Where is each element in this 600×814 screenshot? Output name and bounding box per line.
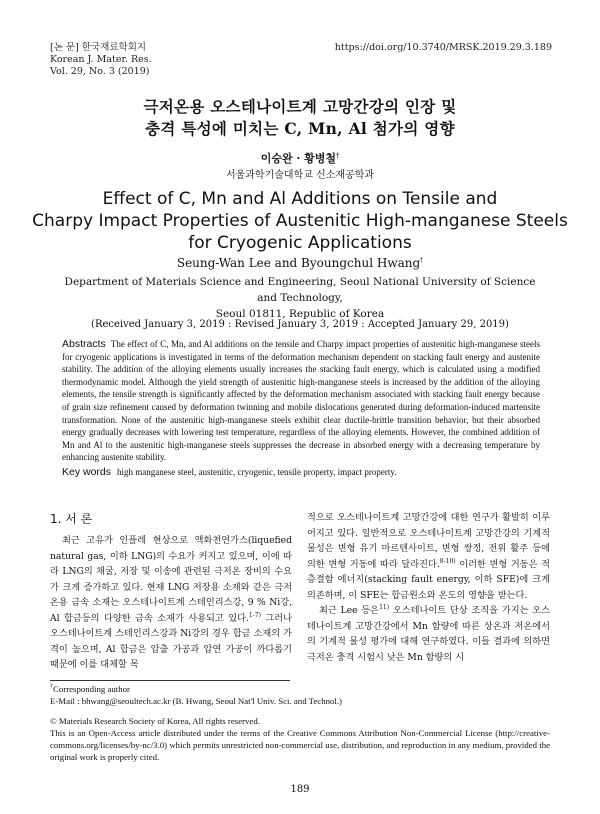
english-affiliation: Department of Materials Science and Engineering, Seoul National University of Science and Technology, Seoul 01811, Republic of Korea [64, 276, 536, 320]
journal-volume: Vol. 29, No. 3 (2019) [50, 66, 150, 77]
abstract-text: The effect of C, Mn, and Al additions on the tensile and Charpy impact properties of austenitic high-manganese steels for cryogenic applications is investigated in terms of the deformation mechanism dependent on stacking fault energy and austenite stability. The addition of the alloying elements usually increases the stacking fault energy, which is calculated using a modified thermodynamic model. Although the yield strength of austenitic high-manganese steels is increased by the addition of the alloying elements, the tensile strength is significantly affected by the deformation mechanism associated with stacking fault energy because of grain size refinement caused by deformation twinning and mobile dislocations generated during deformation-induced martensite transformation. None of the austenitic high-manganese steels exhibit clear ductile-brittle transition behavior, but their absorbed energy gradually decreases with lowering test temperature, regardless of the alloying elements. However, the combined addition of Mn and Al to the austenitic high-manganese steels suppresses the decrease in absorbed energy with a decreasing temperature by enhancing austenite stability. [62, 339, 540, 463]
right-column-paragraph-1: 적으로 오스테나이트계 고망간강에 대한 연구가 활발히 이루어지고 있다. 일반적으로 오스테나이트계 고망간강의 기계적 물성은 변형 유기 마르텐사이트, 변형 쌍정, 전위 활주 등에 의한 변형 거동에 따라 달라진다.$^{8-10)}$ 이러한 변형 거동은 적층결함 에너지(stacking fault energy, 이하 SFE)에 크게 의존하며, 이 SFE는 합금원소와 온도의 영향을 받는다. [307, 512, 550, 601]
corresponding-author-note: †Corresponding author [50, 684, 130, 694]
english-title-line-2: Charpy Impact Properties of Austenitic High-manganese Steels [32, 211, 568, 231]
left-column [50, 533, 292, 673]
english-authors: Seung-Wan Lee and Byoungchul Hwang† [176, 256, 424, 270]
citation[interactable]: 8-10) [439, 557, 456, 565]
copyright-note: © Materials Research Society of Korea, All rights reserved. [50, 716, 260, 726]
english-title-line-3: for Cryogenic Applications [188, 233, 412, 253]
keywords-label: Key words [62, 466, 112, 478]
journal-korean-name: [논 문] 한국재료학회지 [50, 42, 147, 53]
citation[interactable]: 1-7) [248, 611, 261, 619]
english-title-line-1: Effect of C, Mn and Al Additions on Tensile and [102, 189, 498, 209]
journal-english-name: Korean J. Mater. Res. [50, 54, 152, 65]
journal-header [50, 42, 152, 78]
doi-link[interactable]: https://doi.org/10.3740/MRSK.2019.29.3.189 [334, 42, 552, 53]
korean-title-line-2: 충격 특성에 미치는 C, Mn, Al 첨가의 영향 [145, 119, 455, 138]
left-column-paragraph: 최근 고유가 인플레 현상으로 액화천연가스(liquefied natural gas, 이하 LNG)의 수요가 커지고 있으며, 이에 따라 LNG의 채굴, 저장 및 이송에 관련된 극저온 장비의 수요가 크게 증가하고 있다. 현재 LNG 저장용 소재와 같은 극저온용 금속 소재는 오스테나이트계 스테인리스강, 9 % Ni강, Al 합금등의 다양한 금속 소재가 사용되고 있다.$^{1-7)}$ 그러나 오스테나이트계 스테인리스강과 Ni강의 경우 합금 소재의 가격이 높으며, Al 합금은 압출 가공과 압연 가공이 까다롭기 때문에 이를 대체할 목 [50, 535, 292, 670]
right-column-paragraph-2: 최근 Lee 등은$^{11)}$ 오스테나이트 단상 조직을 가지는 오스테나이트계 고망간강에서 Mn 함량에 따른 상온과 저온에서의 기계적 물성 평가에 대해 연구하였다. 이들 결과에 의하면 극저온 충격 시험시 낮은 Mn 함량의 시 [307, 603, 550, 663]
right-column [307, 510, 550, 665]
abstract-label: Abstracts [62, 338, 106, 350]
keywords-text: high manganese steel, austenitic, cryogenic, tensile property, impact property. [117, 467, 397, 477]
keywords [62, 466, 540, 478]
page-number: 189 [290, 784, 310, 795]
footnote-rule [50, 680, 290, 681]
abstract [62, 338, 540, 464]
received-dates: (Received January 3, 2019 : Revised January 3, 2019 : Accepted January 29, 2019) [91, 319, 509, 330]
corresponding-email: E-Mail : bhwang@seoultech.ac.kr (B. Hwang, Seoul Nat'l Univ. Sci. and Technol.) [50, 696, 342, 706]
section-heading-introduction: 1. 서 론 [50, 512, 93, 526]
footnotes [50, 683, 550, 763]
korean-affiliation: 서울과학기술대학교 신소재공학과 [225, 170, 375, 181]
korean-title-line-1: 극저온용 오스테나이트계 고망간강의 인장 및 [143, 97, 457, 116]
license-note: This is an Open-Access article distributed under the terms of the Creative Commons Attribution Non-Commercial License (http://creative-commons.org/licenses/by-nc/3.0) which permits unrestricted non-commercial use, distribution, and reproduction in any medium, provided the original work is properly cited. [50, 728, 550, 762]
citation[interactable]: 11) [379, 603, 390, 611]
korean-authors: 이승완 · 황병철† [260, 152, 340, 165]
